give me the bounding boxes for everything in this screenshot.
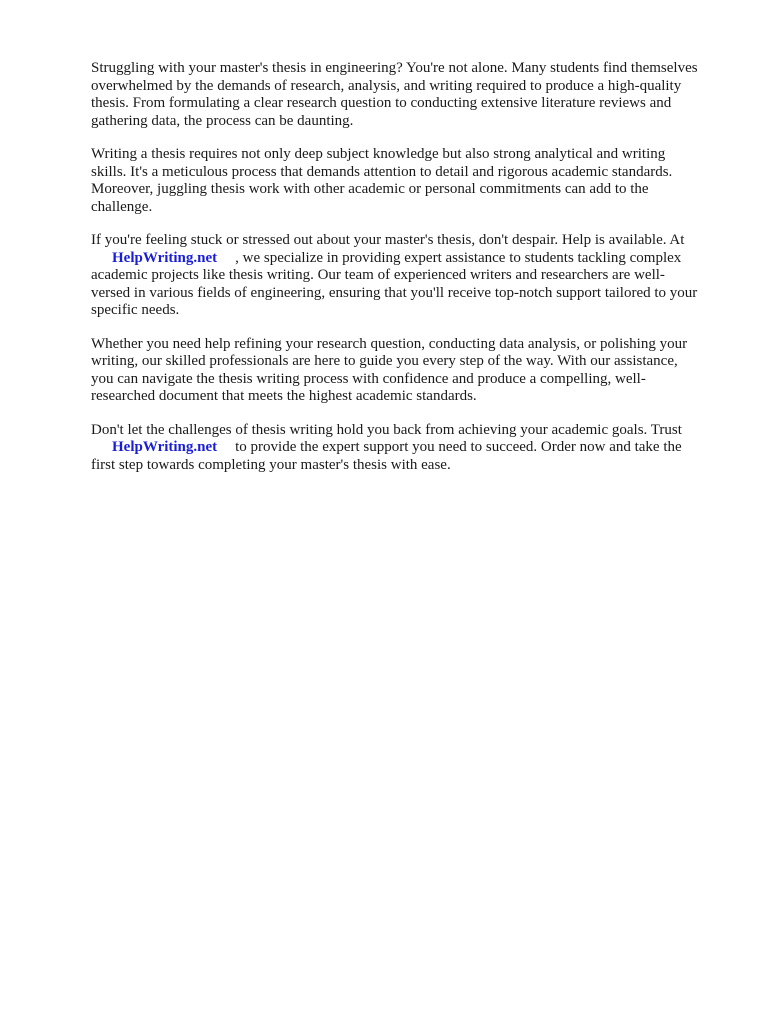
document-body [91, 60, 723, 490]
paragraph-help-text-end: , we specialize in providing expert assistance to students tackling complex academic projects like thesis writing. Our team of experienced writers and researchers are well- versed in various fields of engineering, ensuring that you'll receive top-notch support tailored to your specific needs. [91, 249, 698, 318]
paragraph-intro: Struggling with your master's thesis in engineering? You're not alone. Many students find themselves overwhelmed by the demands of research, analysis, and writing required to produce a high-quality thesis. From formulating a clear research question to conducting extensive literature reviews and gathering data, the process can be daunting. [91, 60, 698, 129]
paragraph-help-available [91, 232, 723, 320]
paragraph-cta-text-start: Don't let the challenges of thesis writing hold you back from achieving your academic goals. Trust [91, 421, 682, 438]
helpwriting-link[interactable]: HelpWriting.net [112, 439, 218, 455]
helpwriting-link[interactable]: HelpWriting.net [112, 249, 218, 266]
paragraph-cta-text-end: to provide the expert support you need to succeed. Order now and take the first step towards completing your master's thesis with ease. [91, 439, 682, 473]
paragraph-services: Whether you need help refining your research question, conducting data analysis, or polishing your writing, our skilled professionals are here to guide you every step of the way. With our assistance, you can navigate the thesis writing process with confidence and produce a compelling, well- researched document that meets the highest academic standards. [91, 335, 688, 404]
paragraph-help-text-start: If you're feeling stuck or stressed out about your master's thesis, don't despair. Help is available. At [91, 232, 685, 248]
paragraph-call-to-action [91, 422, 723, 475]
paragraph-challenges: Writing a thesis requires not only deep subject knowledge but also strong analytical and writing skills. It's a meticulous process that demands attention to detail and rigorous academic standards. Moreover, juggling thesis work with other academic or personal commitments can add to the challenge. [91, 146, 673, 215]
